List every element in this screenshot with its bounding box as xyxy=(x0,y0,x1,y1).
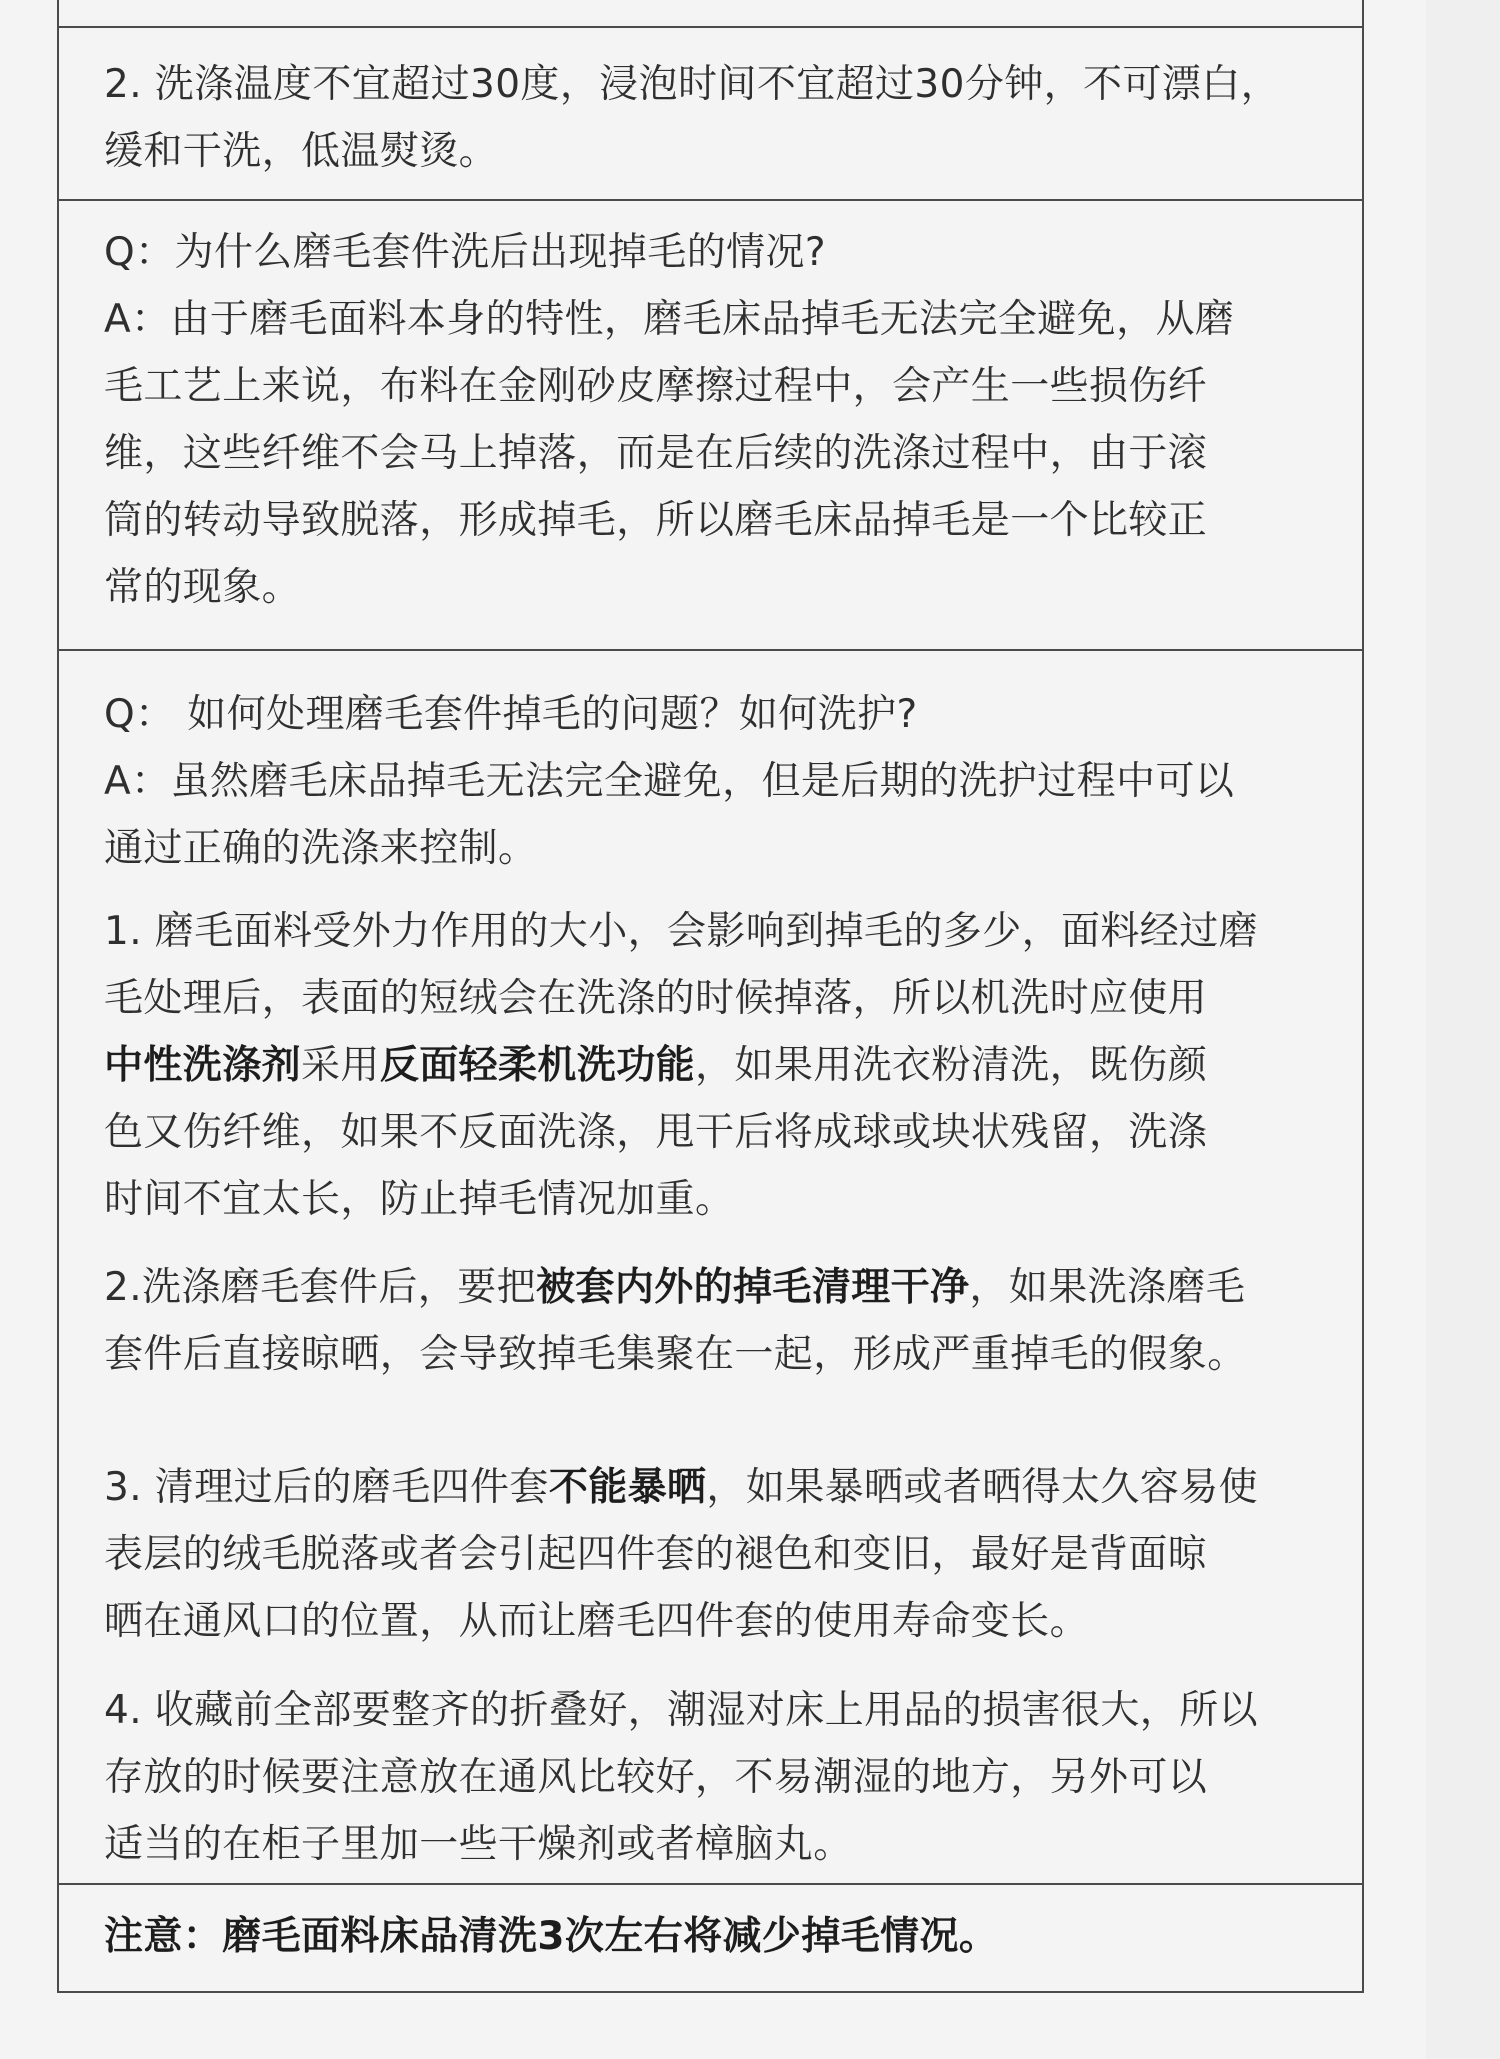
tip-2-text: 2.洗涤磨毛套件后，要把 xyxy=(104,1265,537,1310)
care-line-2: 缓和干洗，低温熨烫。 xyxy=(104,129,499,174)
tip-1-line: 色又伤纤维，如果不反面洗涤，甩干后将成球或块状残留，洗涤 xyxy=(104,1110,1208,1155)
care-paragraph xyxy=(104,51,1374,185)
faq-1-paragraph xyxy=(104,219,1374,621)
tip-1-line: 1. 磨毛面料受外力作用的大小，会影响到掉毛的多少，面料经过磨 xyxy=(104,909,1259,954)
tip-1-paragraph xyxy=(104,898,1374,1233)
tip-3-line: 表层的绒毛脱落或者会引起四件套的褪色和变旧，最好是背面晾 xyxy=(104,1532,1208,1577)
faq-1-answer-line: 维，这些纤维不会马上掉落，而是在后续的洗涤过程中，由于滚 xyxy=(104,431,1208,476)
tip-1-line xyxy=(104,1032,1374,1099)
faq-1-answer-line: A：由于磨毛面料本身的特性，磨毛床品掉毛无法完全避免，从磨 xyxy=(104,297,1235,342)
tip-3-line xyxy=(104,1454,1374,1521)
tip-2-line: 套件后直接晾晒，会导致掉毛集聚在一起，形成严重掉毛的假象。 xyxy=(104,1332,1247,1377)
faq-1-question: Q：为什么磨毛套件洗后出现掉毛的情况? xyxy=(104,230,826,275)
tip-1-line: 毛处理后，表面的短绒会在洗涤的时候掉落，所以机洗时应使用 xyxy=(104,976,1208,1021)
faq-shedding-cause-section xyxy=(59,199,1362,651)
faq-2-question: Q： 如何处理磨毛套件掉毛的问题？如何洗护? xyxy=(104,692,918,737)
faq-2-answer-line: A：虽然磨毛床品掉毛无法完全避免，但是后期的洗护过程中可以 xyxy=(104,759,1235,804)
care-line-1: 2. 洗涤温度不宜超过30度，浸泡时间不宜超过30分钟，不可漂白， xyxy=(104,62,1281,107)
tip-1-line: 时间不宜太长，防止掉毛情况加重。 xyxy=(104,1177,735,1222)
tip-3-text: 3. 清理过后的磨毛四件套 xyxy=(104,1465,549,1510)
tip-1-bold-wash-mode: 反面轻柔机洗功能 xyxy=(379,1043,696,1088)
care-faq-table xyxy=(57,0,1364,1993)
tip-4-line: 适当的在柜子里加一些干燥剂或者樟脑丸。 xyxy=(104,1822,853,1867)
faq-1-answer-line: 毛工艺上来说，布料在金刚砂皮摩擦过程中，会产生一些损伤纤 xyxy=(104,364,1208,409)
faq-2-answer-line: 通过正确的洗涤来控制。 xyxy=(104,826,538,871)
tip-4-paragraph xyxy=(104,1677,1374,1878)
note-section xyxy=(59,1883,1362,1993)
faq-shedding-care-section xyxy=(59,649,1362,1885)
tip-2-paragraph xyxy=(104,1254,1374,1388)
faq-2-intro xyxy=(104,681,1374,882)
tip-4-line: 4. 收藏前全部要整齐的折叠好，潮湿对床上用品的损害很大，所以 xyxy=(104,1688,1259,1733)
tip-3-text: ，如果暴晒或者晒得太久容易使 xyxy=(706,1465,1259,1510)
tip-1-bold-detergent: 中性洗涤剂 xyxy=(104,1043,302,1088)
tip-3-bold-no-sun: 不能暴晒 xyxy=(548,1465,707,1510)
tip-1-text: ，如果用洗衣粉清洗，既伤颜 xyxy=(695,1043,1208,1088)
tip-3-line: 晒在通风口的位置，从而让磨毛四件套的使用寿命变长。 xyxy=(104,1599,1090,1644)
care-instructions-section xyxy=(59,26,1362,201)
tip-1-text: 采用 xyxy=(301,1043,380,1088)
tip-2-text: ，如果洗涤磨毛 xyxy=(969,1265,1246,1310)
tip-2-bold-clean: 被套内外的掉毛清理干净 xyxy=(536,1265,970,1310)
note-text: 注意：磨毛面料床品清洗3次左右将减少掉毛情况。 xyxy=(104,1914,999,1959)
tip-2-line xyxy=(104,1254,1374,1321)
tip-4-line: 存放的时候要注意放在通风比较好，不易潮湿的地方，另外可以 xyxy=(104,1755,1208,1800)
faq-1-answer-line: 常的现象。 xyxy=(104,565,302,610)
faq-1-answer-line: 筒的转动导致脱落，形成掉毛，所以磨毛床品掉毛是一个比较正 xyxy=(104,498,1208,543)
tip-3-paragraph xyxy=(104,1454,1374,1655)
